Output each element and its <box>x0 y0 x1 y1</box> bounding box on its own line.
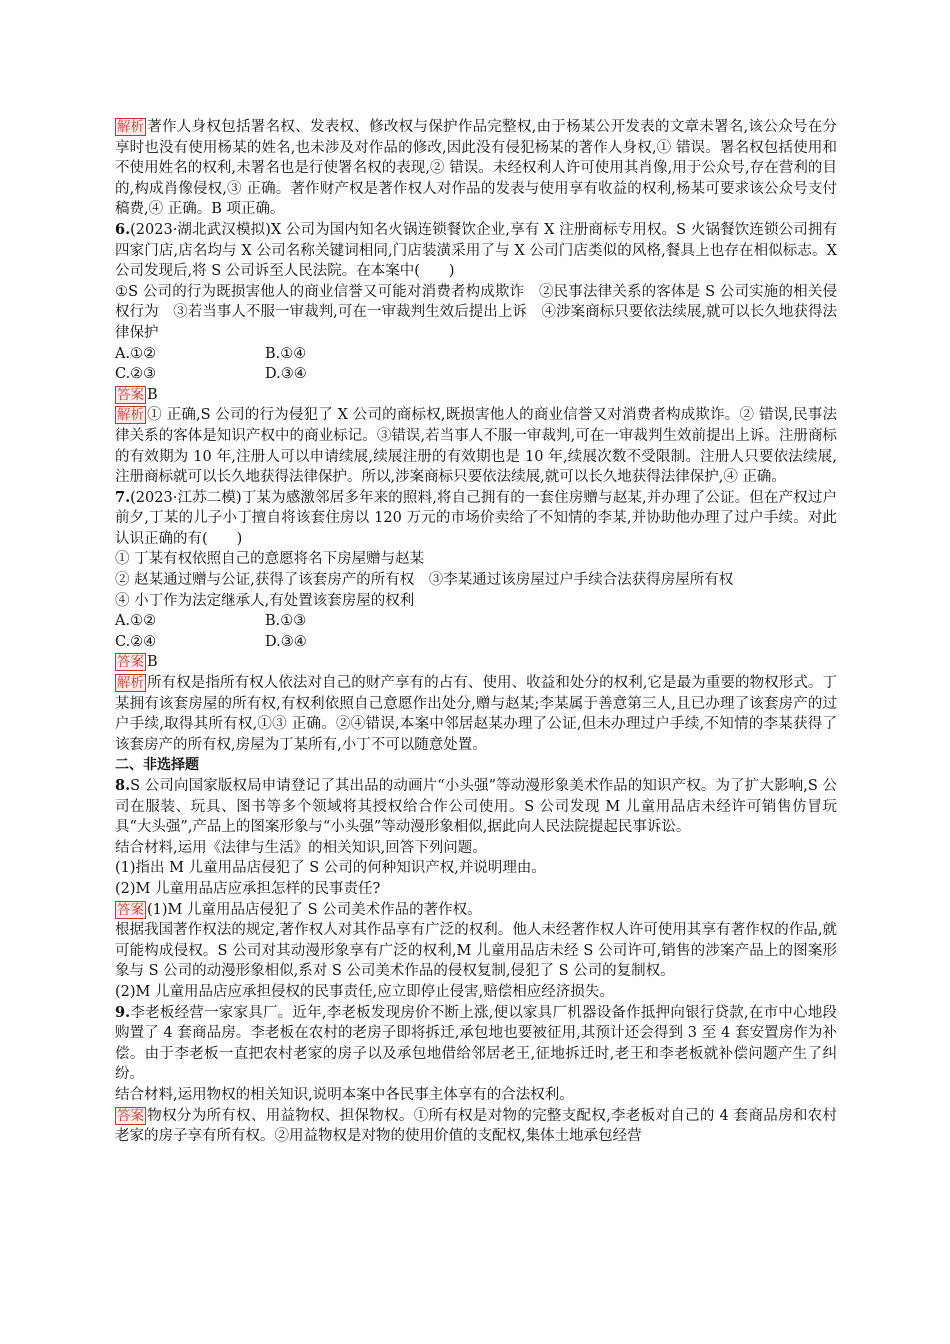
q6-analysis: 解析 ① 正确,S 公司的行为侵犯了 X 公司的商标权,既损害他人的商业信誉又对消费者构成欺诈。② 错误,民事法律关系的客体是知识产权中的商业标记。③错误,若当事人不服一审裁判,可在一审裁判生效前提出上诉。注册商标的有效期为 10 年,注册人可以申请续展,续展注册的有效期也是 10 年,续展次数不受限制。注册人只要依法续展,注册商标就可以长久地获得法律保护。所以,涉案商标只要依法续展,就可以长久地获得法律保护,④ 正确。 <box>115 407 837 486</box>
q8-sub2: (2)M 儿童用品店应承担怎样的民事责任? <box>115 880 381 897</box>
q6-options-row1 <box>115 344 837 365</box>
q9-stem: 9.李老板经营一家家具厂。近年,李老板发现房价不断上涨,便以家具厂机器设备作抵押向银行贷款,在市中心地段购置了 4 套商品房。李老板在农村的老房子即将拆迁,承包地也要被征用,其预计还会得到 3 至 4 套安置房作为补偿。由于李老板一直把农村老家的房子以及承包地借给邻居老王,征地拆迁时,老王和李老板就补偿问题产生了纠纷。 <box>115 1003 837 1083</box>
analysis-tag: 解析 <box>117 407 144 424</box>
q7-item3: ④ 小丁作为法定继承人,有处置该套房屋的权利 <box>115 592 415 609</box>
analysis-tag: 解析 <box>117 675 144 692</box>
section-heading: 二、非选择题 <box>115 757 199 774</box>
q7-analysis: 解析 所有权是指所有权人依法对自己的财产享有的占有、使用、收益和处分的权利,它是最为重要的物权形式。丁某拥有该套房屋的所有权,有权利依照自己意愿作出处分,赠与赵某;李某属于善意第三人,且已办理了该套房产的过户手续,取得其所有权,①③ 正确。②④错误,本案中邻居赵某办理了公证,但未办理过户手续,不知情的李某获得了该套房产的所有权,房屋为丁某所有,小丁不可以随意处置。 <box>115 675 837 753</box>
q7-stem: 7.(2023·江苏二模)丁某为感激邻居多年来的照料,将自己拥有的一套住房赠与赵某,并办理了公证。但在产权过户前夕,丁某的儿子小丁擅自将该套住房以 120 万元的市场价卖给了不知情的李某,并协助他办理了过户手续。对此认识正确的有( ) <box>115 488 837 547</box>
q6-stem: 6.(2023·湖北武汉模拟)X 公司为国内知名火锅连锁餐饮企业,享有 X 注册商标专用权。S 火锅餐饮连锁公司拥有四家门店,店名均与 X 公司名称关键词相同,门店装潢采用了与 X 公司门店类似的风格,餐具上也存在相似标志。X 公司发现后,将 S 公司诉至人民法院。在本案中( ) <box>115 220 837 280</box>
q7-item2: ② 赵某通过赠与公证,获得了该套房产的所有权 ③李某通过该房屋过户手续合法获得房屋所有权 <box>115 572 734 589</box>
option-a: A.①② <box>115 345 157 362</box>
q7-item1: ① 丁某有权依照自己的意愿将名下房屋赠与赵某 <box>115 551 425 568</box>
q9-answer: 答案 物权分为所有权、用益物权、担保物权。①所有权是对物的完整支配权,李老板对自己的 4 套商品房和农村老家的房子享有所有权。②用益物权是对物的使用价值的支配权,集体土地承包经营 <box>115 1107 837 1145</box>
q8-sub1: (1)指出 M 儿童用品店侵犯了 S 公司的何种知识产权,并说明理由。 <box>115 860 546 877</box>
answer-tag: 答案 <box>117 901 144 918</box>
q6-answer: 答案 B <box>117 386 158 403</box>
option-c: C.②④ <box>115 633 157 650</box>
q8-answer-detail: 根据我国著作权法的规定,著作权人对其作品享有广泛的权利。他人未经著作权人许可使用其享有著作权的作品,就可能构成侵权。S 公司对其动漫形象享有广泛的权利,M 儿童用品店未经 S 公司许可,销售的涉案产品上的图案形象与 S 公司的动漫形象相似,系对 S 公司美术作品的侵权复制,侵犯了 S 公司的复制权。 <box>115 922 837 980</box>
q7-answer: 答案 B <box>117 654 158 671</box>
answer-tag: 答案 <box>117 654 144 671</box>
q8-stem: 8.S 公司向国家版权局申请登记了其出品的动画片“小头强”等动漫形象美术作品的知识产权。为了扩大影响,S 公司在服装、玩具、图书等多个领域将其授权给合作公司使用。S 公司发现 M 儿童用品店未经许可销售仿冒玩具“大头强”,产品上的图案形象与“小头强”等动漫形象相似,据此向人民法院提起民事诉讼。 <box>115 777 837 836</box>
q7-options-row2 <box>115 632 837 653</box>
option-d: D.③④ <box>265 366 307 383</box>
q8-answer2: (2)M 儿童用品店应承担侵权的民事责任,应立即停止侵害,赔偿相应经济损失。 <box>115 983 614 1000</box>
answer-tag: 答案 <box>117 386 144 403</box>
option-c: C.②③ <box>115 366 157 383</box>
q5-analysis: 解析 著作人身权包括署名权、发表权、修改权与保护作品完整权,由于杨某公开发表的文章未署名,该公众号在分享时也没有使用杨某的姓名,也未涉及对作品的修改,因此没有侵犯杨某的著作人身权,① 错误。署名权包括使用和不使用姓名的权利,未署名也是行使署名权的表现,② 错误。未经权利人许可使用其肖像,用于公众号,存在营利的目的,构成肖像侵权,③ 正确。著作财产权是著作权人对作品的发表与使用享有收益的权利,杨某可要求该公众号支付稿费,④ 正确。B 项正确。 <box>115 119 837 218</box>
option-b: B.①④ <box>265 345 307 362</box>
analysis-tag: 解析 <box>117 119 144 135</box>
option-d: D.③④ <box>265 633 307 650</box>
q9-prompt: 结合材料,运用物权的相关知识,说明本案中各民事主体享有的合法权利。 <box>115 1086 574 1103</box>
option-b: B.①③ <box>265 613 307 630</box>
answer-tag: 答案 <box>117 1107 144 1124</box>
q8-answer: 答案 (1)M 儿童用品店侵犯了 S 公司美术作品的著作权。 <box>117 901 482 918</box>
q6-options-row2 <box>115 364 837 385</box>
option-a: A.①② <box>115 613 157 630</box>
q7-options-row1 <box>115 611 837 632</box>
document-page <box>115 117 837 1147</box>
q6-items: ①S 公司的行为既损害他人的商业信誉又可能对消费者构成欺诈 ②民事法律关系的客体是 S 公司实施的相关侵权行为 ③若当事人不服一审裁判,可在一审裁判生效后提出上诉 ④涉案商标只要依法续展,就可以长久地获得法律保护 <box>115 283 837 341</box>
q8-prompt: 结合材料,运用《法律与生活》的相关知识,回答下列问题。 <box>115 839 487 856</box>
